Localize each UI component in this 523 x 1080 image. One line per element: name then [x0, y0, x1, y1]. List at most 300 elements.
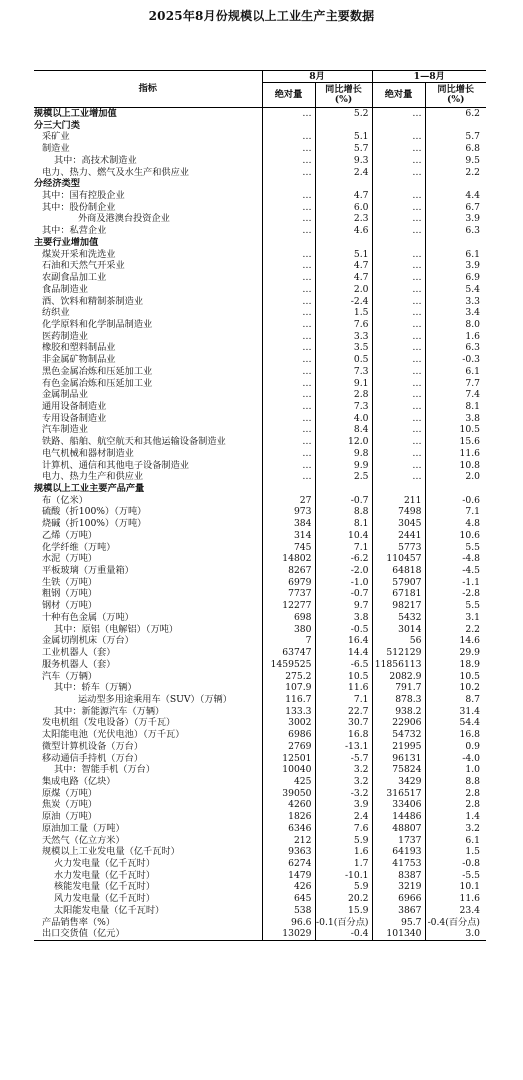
ytd-absolute-cell [372, 120, 425, 132]
month-growth-cell: 3.3 [315, 331, 372, 343]
table-row [34, 928, 486, 940]
row-label: 汽车制造业 [42, 424, 88, 436]
row-label: 原煤（万吨） [42, 787, 98, 799]
month-growth-cell: 2.3 [315, 213, 372, 225]
row-label: 分三大门类 [34, 119, 80, 131]
row-label: 金属制品业 [42, 389, 88, 401]
month-growth-cell: 5.9 [315, 881, 372, 893]
row-label: 其中：高技术制造业 [54, 154, 137, 166]
month-growth-cell: 5.1 [315, 131, 372, 143]
ytd-growth-cell: 8.8 [425, 776, 486, 788]
month-growth-cell: 3.8 [315, 612, 372, 624]
ytd-growth-cell: 6.9 [425, 272, 486, 284]
table-row [34, 366, 486, 378]
ytd-absolute-cell: … [372, 436, 425, 448]
ytd-growth-cell: 6.1 [425, 249, 486, 261]
section-row [34, 237, 486, 249]
ytd-absolute-cell: … [372, 413, 425, 425]
ytd-growth-cell: 15.6 [425, 436, 486, 448]
row-label: 烧碱（折100%）（万吨） [42, 518, 147, 530]
row-label: 采矿业 [42, 131, 70, 143]
month-absolute-cell: … [262, 307, 315, 319]
ytd-absolute-cell: … [372, 471, 425, 483]
table-header [34, 71, 486, 108]
month-growth-cell: -6.5 [315, 659, 372, 671]
row-label: 服务机器人（套） [42, 658, 116, 670]
table-row [34, 260, 486, 272]
table-row [34, 553, 486, 565]
month-absolute-cell: … [262, 342, 315, 354]
ytd-absolute-cell: … [372, 319, 425, 331]
ytd-growth-cell: 6.1 [425, 366, 486, 378]
row-label: 移动通信手持机（万台） [42, 752, 144, 764]
ytd-growth-cell: -0.4(百分点) [425, 917, 486, 929]
ytd-absolute-cell: … [372, 296, 425, 308]
month-absolute-cell: … [262, 155, 315, 167]
ytd-absolute-cell: 2082.9 [372, 671, 425, 683]
header-growth-label: 同比增长 [325, 84, 362, 95]
ytd-absolute-cell: 75824 [372, 764, 425, 776]
month-growth-cell: 20.2 [315, 893, 372, 905]
month-absolute-cell: 1826 [262, 811, 315, 823]
month-absolute-cell: … [262, 413, 315, 425]
table-row [34, 858, 486, 870]
page-title: 2025年8月份规模以上工业生产主要数据 [148, 9, 375, 23]
month-absolute-cell: … [262, 260, 315, 272]
table-row [34, 647, 486, 659]
section-row [34, 178, 486, 190]
row-label: 其中：新能源汽车（万辆） [54, 705, 165, 717]
row-label: 主要行业增加值 [34, 236, 99, 248]
ytd-absolute-cell: … [372, 167, 425, 179]
month-growth-cell: 2.5 [315, 471, 372, 483]
row-label: 太阳能电池（光伏电池）（万千瓦） [42, 729, 185, 741]
month-growth-cell: 10.5 [315, 671, 372, 683]
table-row [34, 190, 486, 202]
month-growth-cell [315, 483, 372, 495]
ytd-absolute-cell: 14486 [372, 811, 425, 823]
month-absolute-cell: … [262, 296, 315, 308]
row-label: 酒、饮料和精制茶制造业 [42, 295, 144, 307]
month-absolute-cell: 745 [262, 542, 315, 554]
month-growth-cell: 16.8 [315, 729, 372, 741]
header-period-month: 8月 [262, 71, 372, 83]
month-growth-cell: 4.6 [315, 225, 372, 237]
month-absolute-cell: … [262, 108, 315, 120]
row-label: 发电机组（发电设备）（万千瓦） [42, 717, 176, 729]
ytd-absolute-cell: 96131 [372, 753, 425, 765]
month-growth-cell: 8.4 [315, 424, 372, 436]
ytd-growth-cell: 10.5 [425, 424, 486, 436]
month-growth-cell: -1.0 [315, 577, 372, 589]
row-label: 石油和天然气开采业 [42, 260, 125, 272]
month-growth-cell: 7.1 [315, 542, 372, 554]
month-growth-cell: 16.4 [315, 635, 372, 647]
ytd-absolute-cell: 41753 [372, 858, 425, 870]
row-label: 微型计算机设备（万台） [42, 740, 144, 752]
ytd-absolute-cell: 95.7 [372, 917, 425, 929]
month-growth-cell: 7.1 [315, 694, 372, 706]
table-row [34, 741, 486, 753]
month-absolute-cell: 973 [262, 506, 315, 518]
month-absolute-cell: 63747 [262, 647, 315, 659]
row-label: 制造业 [42, 143, 70, 155]
month-absolute-cell: 7 [262, 635, 315, 647]
ytd-growth-cell: 4.8 [425, 518, 486, 530]
ytd-absolute-cell: 3045 [372, 518, 425, 530]
ytd-absolute-cell: 98217 [372, 600, 425, 612]
month-absolute-cell: 12501 [262, 753, 315, 765]
month-absolute-cell: … [262, 272, 315, 284]
month-absolute-cell: 10040 [262, 764, 315, 776]
ytd-growth-cell: 3.0 [425, 928, 486, 940]
month-growth-cell: -0.5 [315, 624, 372, 636]
row-label: 天然气（亿立方米） [42, 834, 125, 846]
ytd-growth-cell: 3.4 [425, 307, 486, 319]
section-row [34, 483, 486, 495]
ytd-absolute-cell: 1737 [372, 835, 425, 847]
row-label: 其中：原铝（电解铝）（万吨） [54, 623, 179, 635]
ytd-absolute-cell: 878.3 [372, 694, 425, 706]
month-absolute-cell: 6986 [262, 729, 315, 741]
month-growth-cell: 8.8 [315, 506, 372, 518]
table-row [34, 600, 486, 612]
month-growth-cell [315, 120, 372, 132]
ytd-growth-cell: 29.9 [425, 647, 486, 659]
ytd-absolute-cell: … [372, 213, 425, 225]
table-row [34, 448, 486, 460]
ytd-growth-cell: 1.0 [425, 764, 486, 776]
table-row [34, 518, 486, 530]
month-growth-cell: 22.7 [315, 706, 372, 718]
table-row [34, 729, 486, 741]
ytd-absolute-cell: … [372, 155, 425, 167]
month-growth-cell: 5.1 [315, 249, 372, 261]
row-label: 专用设备制造业 [42, 412, 107, 424]
month-growth-cell: 2.4 [315, 811, 372, 823]
month-growth-cell: 3.2 [315, 776, 372, 788]
month-growth-cell: 9.8 [315, 448, 372, 460]
row-label: 铁路、船舶、航空航天和其他运输设备制造业 [42, 436, 226, 448]
ytd-growth-cell: 10.1 [425, 881, 486, 893]
ytd-absolute-cell: 6966 [372, 893, 425, 905]
table-row [34, 319, 486, 331]
ytd-growth-cell: 11.6 [425, 893, 486, 905]
ytd-absolute-cell: 3219 [372, 881, 425, 893]
month-absolute-cell: 645 [262, 893, 315, 905]
table-row [34, 682, 486, 694]
month-growth-cell: 2.8 [315, 389, 372, 401]
month-absolute-cell: … [262, 354, 315, 366]
row-label: 其中：轿车（万辆） [54, 682, 137, 694]
month-growth-cell: -10.1 [315, 870, 372, 882]
ytd-growth-cell: -0.3 [425, 354, 486, 366]
month-growth-cell: 7.3 [315, 401, 372, 413]
ytd-absolute-cell: 8387 [372, 870, 425, 882]
ytd-growth-cell: -4.0 [425, 753, 486, 765]
month-absolute-cell: … [262, 389, 315, 401]
month-absolute-cell: 12277 [262, 600, 315, 612]
month-growth-cell: 10.4 [315, 530, 372, 542]
month-absolute-cell: … [262, 401, 315, 413]
month-growth-cell: -2.0 [315, 565, 372, 577]
ytd-absolute-cell: 791.7 [372, 682, 425, 694]
ytd-absolute-cell [372, 178, 425, 190]
month-growth-cell: -5.7 [315, 753, 372, 765]
ytd-absolute-cell: 101340 [372, 928, 425, 940]
ytd-growth-cell: 1.5 [425, 846, 486, 858]
row-label: 出口交货值（亿元） [34, 928, 262, 940]
table-row [34, 694, 486, 706]
ytd-growth-cell: 11.6 [425, 448, 486, 460]
month-growth-cell: 8.1 [315, 518, 372, 530]
month-absolute-cell: … [262, 249, 315, 261]
table-row [34, 401, 486, 413]
month-growth-cell: 3.9 [315, 799, 372, 811]
month-absolute-cell: … [262, 366, 315, 378]
month-absolute-cell [262, 120, 315, 132]
month-absolute-cell: 133.3 [262, 706, 315, 718]
ytd-absolute-cell: 211 [372, 495, 425, 507]
table-row [34, 155, 486, 167]
row-label: 煤炭开采和洗选业 [42, 248, 116, 260]
row-label: 汽车（万辆） [42, 670, 98, 682]
row-label: 规模以上工业发电量（亿千瓦时） [42, 846, 180, 858]
ytd-absolute-cell: … [372, 249, 425, 261]
month-absolute-cell: 2769 [262, 741, 315, 753]
ytd-absolute-cell: … [372, 225, 425, 237]
month-growth-cell: 3.5 [315, 342, 372, 354]
ytd-growth-cell: -1.1 [425, 577, 486, 589]
ytd-absolute-cell: 33406 [372, 799, 425, 811]
month-growth-cell: 4.7 [315, 190, 372, 202]
month-growth-cell: -0.1(百分点) [315, 917, 372, 929]
month-growth-cell: 1.6 [315, 846, 372, 858]
month-absolute-cell: … [262, 436, 315, 448]
month-growth-cell: 14.4 [315, 647, 372, 659]
table-row [34, 671, 486, 683]
ytd-absolute-cell [372, 483, 425, 495]
month-growth-cell: 5.2 [315, 108, 372, 120]
table-row [34, 565, 486, 577]
month-absolute-cell [262, 178, 315, 190]
row-label: 十种有色金属（万吨） [42, 611, 134, 623]
row-label: 钢材（万吨） [42, 600, 98, 612]
ytd-absolute-cell: 64193 [372, 846, 425, 858]
row-label: 分经济类型 [34, 178, 80, 190]
month-absolute-cell: … [262, 213, 315, 225]
ytd-absolute-cell: 57907 [372, 577, 425, 589]
ytd-growth-cell: 3.8 [425, 413, 486, 425]
ytd-absolute-cell: 7498 [372, 506, 425, 518]
row-label: 太阳能发电量（亿千瓦时） [54, 904, 165, 916]
row-label: 橡胶和塑料制品业 [42, 342, 116, 354]
month-growth-cell: -0.7 [315, 588, 372, 600]
ytd-absolute-cell [372, 237, 425, 249]
ytd-absolute-cell: 316517 [372, 788, 425, 800]
row-label: 电力、热力生产和供应业 [42, 471, 144, 483]
ytd-absolute-cell: … [372, 354, 425, 366]
month-absolute-cell: 13029 [262, 928, 315, 940]
ytd-growth-cell: 14.6 [425, 635, 486, 647]
ytd-growth-cell: 2.0 [425, 471, 486, 483]
table-row [34, 753, 486, 765]
month-growth-cell: 1.7 [315, 858, 372, 870]
table-row [34, 717, 486, 729]
month-absolute-cell: … [262, 460, 315, 472]
month-absolute-cell: … [262, 424, 315, 436]
ytd-growth-cell: 10.6 [425, 530, 486, 542]
month-absolute-cell: … [262, 471, 315, 483]
ytd-absolute-cell: … [372, 307, 425, 319]
ytd-growth-cell: -0.8 [425, 858, 486, 870]
row-label: 化学纤维（万吨） [42, 541, 116, 553]
ytd-growth-cell: 16.8 [425, 729, 486, 741]
ytd-absolute-cell: 3014 [372, 624, 425, 636]
month-absolute-cell: 275.2 [262, 671, 315, 683]
ytd-absolute-cell: … [372, 202, 425, 214]
month-absolute-cell: 96.6 [262, 917, 315, 929]
month-growth-cell: 3.2 [315, 764, 372, 776]
month-growth-cell: 9.1 [315, 378, 372, 390]
row-label: 食品制造业 [42, 283, 88, 295]
ytd-absolute-cell: 3867 [372, 905, 425, 917]
ytd-growth-cell: 10.8 [425, 460, 486, 472]
ytd-growth-cell: 3.1 [425, 612, 486, 624]
row-label: 电力、热力、燃气及水生产和供应业 [42, 166, 189, 178]
section-row [34, 120, 486, 132]
row-label: 火力发电量（亿千瓦时） [54, 858, 156, 869]
ytd-growth-cell: 5.7 [425, 131, 486, 143]
row-label: 水力发电量（亿千瓦时） [54, 869, 156, 881]
table-row [34, 424, 486, 436]
table-row [34, 307, 486, 319]
table-row [34, 296, 486, 308]
month-absolute-cell: 6979 [262, 577, 315, 589]
ytd-growth-cell: 8.0 [425, 319, 486, 331]
month-absolute-cell: 9363 [262, 846, 315, 858]
ytd-absolute-cell: 3429 [372, 776, 425, 788]
table-row [34, 823, 486, 835]
header-growth-ytd [425, 83, 486, 108]
month-absolute-cell: 425 [262, 776, 315, 788]
row-label: 非金属矿物制品业 [42, 354, 116, 366]
month-absolute-cell: 3002 [262, 717, 315, 729]
month-absolute-cell: 27 [262, 495, 315, 507]
ytd-absolute-cell: … [372, 143, 425, 155]
row-label: 乙烯（万吨） [42, 529, 98, 541]
section-row [34, 108, 486, 120]
ytd-absolute-cell: … [372, 448, 425, 460]
month-growth-cell: -13.1 [315, 741, 372, 753]
month-absolute-cell: … [262, 190, 315, 202]
table-row [34, 706, 486, 718]
table-row [34, 284, 486, 296]
row-label: 有色金属冶炼和压延加工业 [42, 377, 153, 389]
month-absolute-cell: 4260 [262, 799, 315, 811]
month-absolute-cell: 384 [262, 518, 315, 530]
ytd-absolute-cell: 2441 [372, 530, 425, 542]
table-row [34, 811, 486, 823]
row-label: 其中：股份制企业 [42, 201, 116, 213]
table-row [34, 495, 486, 507]
row-label: 布（亿米） [42, 494, 88, 506]
row-label: 焦炭（万吨） [42, 799, 98, 811]
month-growth-cell: 4.7 [315, 272, 372, 284]
table-row [34, 659, 486, 671]
month-absolute-cell: 380 [262, 624, 315, 636]
ytd-growth-cell: 10.5 [425, 671, 486, 683]
row-label: 平板玻璃（万重量箱） [42, 565, 134, 577]
table-row [34, 530, 486, 542]
table-row [34, 213, 486, 225]
row-label: 外商及港澳台投资企业 [78, 213, 170, 225]
table-row [34, 799, 486, 811]
ytd-growth-cell: 0.9 [425, 741, 486, 753]
ytd-absolute-cell: … [372, 401, 425, 413]
table-row [34, 542, 486, 554]
month-absolute-cell: … [262, 448, 315, 460]
ytd-absolute-cell: … [372, 131, 425, 143]
row-label: 规模以上工业增加值 [34, 108, 117, 119]
table-row [34, 225, 486, 237]
ytd-growth-cell: 5.5 [425, 600, 486, 612]
month-growth-cell: 0.5 [315, 354, 372, 366]
month-growth-cell: 30.7 [315, 717, 372, 729]
table-row [34, 577, 486, 589]
month-absolute-cell: 538 [262, 905, 315, 917]
table-row [34, 917, 486, 929]
month-growth-cell: 7.6 [315, 319, 372, 331]
row-label: 电气机械和器材制造业 [42, 447, 134, 459]
table-row [34, 342, 486, 354]
month-growth-cell: 5.9 [315, 835, 372, 847]
month-absolute-cell: … [262, 225, 315, 237]
ytd-growth-cell: 3.2 [425, 823, 486, 835]
month-absolute-cell: … [262, 284, 315, 296]
month-growth-cell: 12.0 [315, 436, 372, 448]
row-label: 风力发电量（亿千瓦时） [54, 893, 156, 905]
month-absolute-cell: … [262, 331, 315, 343]
table-row [34, 835, 486, 847]
row-label: 集成电路（亿块） [42, 775, 116, 787]
row-label: 其中：国有控股企业 [42, 190, 125, 202]
row-label: 计算机、通信和其他电子设备制造业 [42, 459, 189, 471]
row-label: 纺织业 [42, 307, 70, 319]
table-row [34, 846, 486, 858]
ytd-growth-cell: 7.1 [425, 506, 486, 518]
table-row [34, 272, 486, 284]
month-absolute-cell: … [262, 378, 315, 390]
month-absolute-cell: … [262, 131, 315, 143]
ytd-growth-cell: 9.5 [425, 155, 486, 167]
row-label: 规模以上工业主要产品产量 [34, 483, 145, 494]
table-row [34, 460, 486, 472]
row-label: 黑色金属冶炼和压延加工业 [42, 365, 153, 377]
ytd-absolute-cell: 512129 [372, 647, 425, 659]
table-row [34, 506, 486, 518]
ytd-growth-cell: 6.1 [425, 835, 486, 847]
month-growth-cell: 7.3 [315, 366, 372, 378]
ytd-growth-cell: 3.3 [425, 296, 486, 308]
ytd-growth-cell: 54.4 [425, 717, 486, 729]
table-row [34, 612, 486, 624]
ytd-absolute-cell: … [372, 424, 425, 436]
row-label: 运动型多用途乘用车（SUV）（万辆） [78, 693, 232, 705]
ytd-absolute-cell: 67181 [372, 588, 425, 600]
month-absolute-cell: 7737 [262, 588, 315, 600]
ytd-absolute-cell: 5773 [372, 542, 425, 554]
